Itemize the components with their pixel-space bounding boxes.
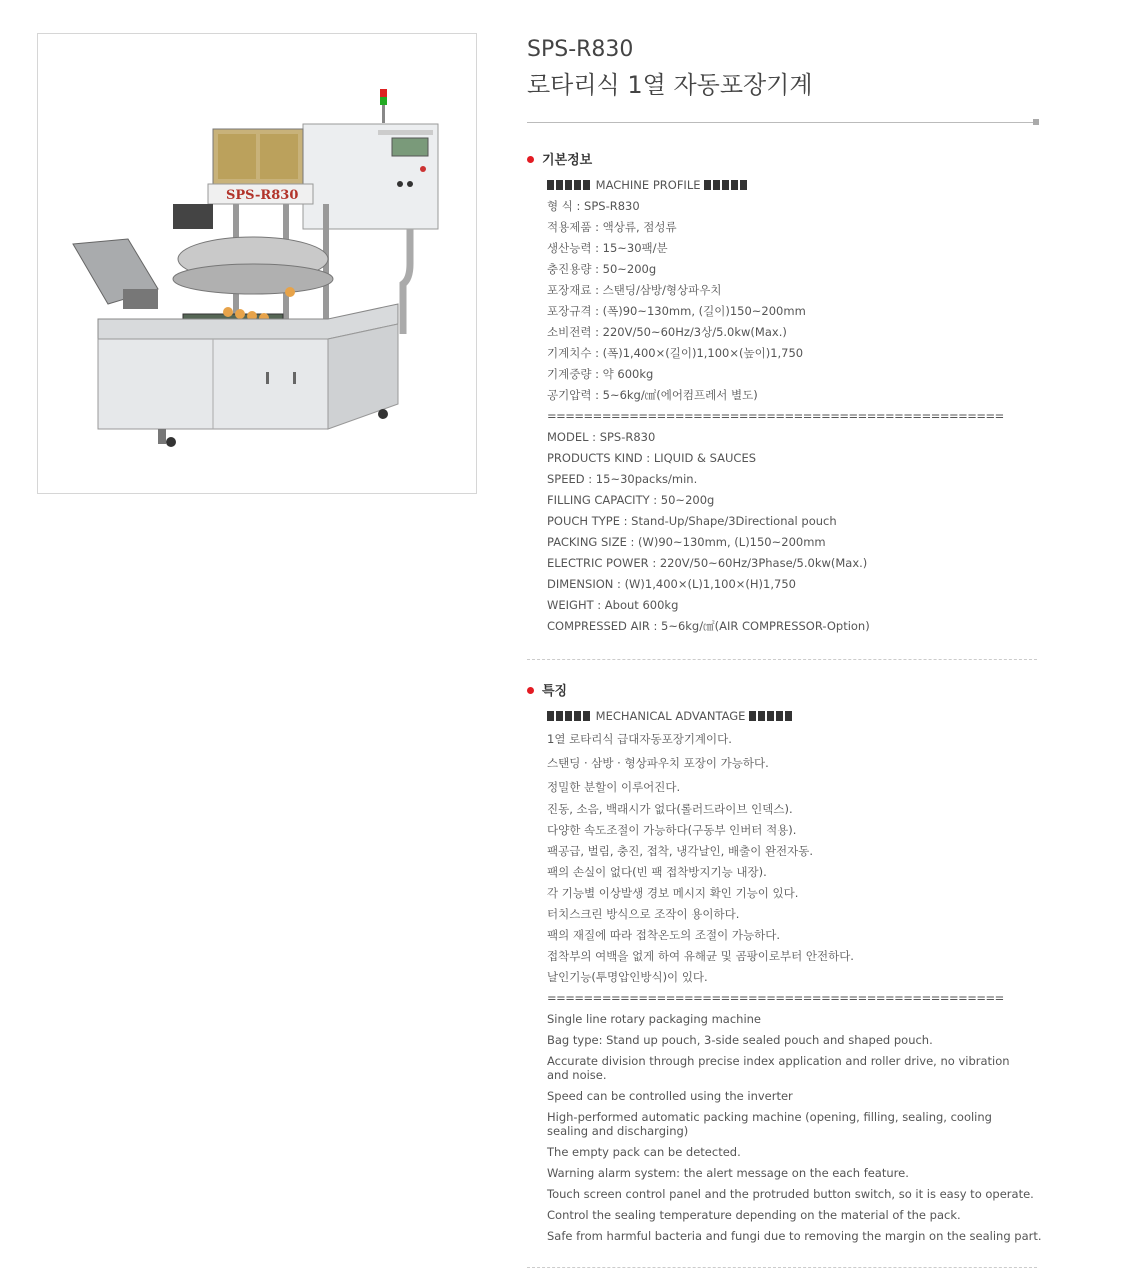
features-section — [527, 684, 1042, 1268]
spec-line-en: WEIGHT : About 600kg — [547, 598, 679, 612]
product-detail — [527, 36, 1042, 1268]
divider-end-square — [1033, 119, 1039, 125]
spec-line-en: MODEL : SPS-R830 — [547, 430, 656, 444]
red-bullet-icon — [527, 156, 534, 163]
spec-line-ko: 포장규격 : (폭)90~130mm, (길이)150~200mm — [547, 304, 806, 318]
spec-line-ko: 생산능력 : 15~30팩/분 — [547, 241, 668, 255]
feature-line-en: High-performed automatic packing machine (opening, filling, sealing, cooling sealing and discharging) — [547, 1110, 992, 1138]
section-divider — [527, 1267, 1037, 1268]
feature-line-ko: 1열 로타리식 급대자동포장기계이다. — [547, 732, 732, 746]
feature-line-en: The empty pack can be detected. — [547, 1145, 741, 1159]
feature-line-ko: 팩의 재질에 따라 접착온도의 조절이 가능하다. — [547, 928, 781, 942]
title-divider — [527, 122, 1033, 123]
feature-line-ko: 진동, 소음, 백래시가 없다(롤러드라이브 인덱스). — [547, 802, 793, 816]
product-image — [37, 33, 477, 494]
spec-line-en: FILLING CAPACITY : 50~200g — [547, 493, 715, 507]
spec-line-ko: 공기압력 : 5~6kg/㎠(에어컴프레서 별도) — [547, 388, 758, 402]
spec-line-ko: 적용제품 : 액상류, 점성류 — [547, 220, 677, 234]
product-title: 로타리식 1열 자동포장기계 — [527, 71, 813, 99]
feature-line-ko: 접착부의 여백을 없게 하여 유해균 및 곰팡이로부터 안전하다. — [547, 949, 854, 963]
section-divider — [527, 659, 1037, 660]
feature-line-ko: 각 기능별 이상발생 경보 메시지 확인 기능이 있다. — [547, 886, 799, 900]
separator-line: ================================================== — [547, 991, 1004, 1005]
features-heading-text: 특징 — [542, 684, 568, 699]
spec-line-ko: 소비전력 : 220V/50~60Hz/3상/5.0kw(Max.) — [547, 325, 787, 339]
spec-line-ko: 포장재료 : 스탠딩/삼방/형상파우치 — [547, 283, 722, 297]
feature-line-ko: 날인기능(투명압인방식)이 있다. — [547, 970, 708, 984]
spec-line-en: PRODUCTS KIND : LIQUID & SAUCES — [547, 451, 757, 465]
mechanical-advantage-label: MECHANICAL ADVANTAGE — [547, 706, 1037, 727]
feature-line-ko: 터치스크린 방식으로 조작이 용이하다. — [547, 907, 740, 921]
feature-line-en: Safe from harmful bacteria and fungi due to removing the margin on the sealing part. — [547, 1229, 1042, 1243]
spec-line-en: PACKING SIZE : (W)90~130mm, (L)150~200mm — [547, 535, 826, 549]
feature-line-en: Control the sealing temperature depending on the material of the pack. — [547, 1208, 961, 1222]
feature-line-ko: 팩공급, 벌림, 충진, 접착, 냉각날인, 배출이 완전자동. — [547, 844, 814, 858]
machine-profile-label: MACHINE PROFILE — [547, 175, 1037, 196]
feature-line-en: Warning alarm system: the alert message on the each feature. — [547, 1166, 909, 1180]
spec-line-en: ELECTRIC POWER : 220V/50~60Hz/3Phase/5.0kw(Max.) — [547, 556, 868, 570]
spec-line-ko: 기계치수 : (폭)1,400×(길이)1,100×(높이)1,750 — [547, 346, 804, 360]
spec-line-en: SPEED : 15~30packs/min. — [547, 472, 698, 486]
feature-line-ko: 스탠딩 · 삼방 · 형상파우치 포장이 가능하다. — [547, 756, 769, 770]
basic-info-list — [547, 175, 1037, 637]
spec-line-ko: 충진용량 : 50~200g — [547, 262, 657, 276]
spec-line-en: COMPRESSED AIR : 5~6kg/㎠(AIR COMPRESSOR-Option) — [547, 619, 870, 633]
product-model: SPS-R830 — [527, 37, 634, 62]
features-heading — [527, 684, 1037, 700]
machine-illustration — [38, 34, 476, 493]
feature-line-en: Single line rotary packaging machine — [547, 1012, 762, 1026]
separator-line: ================================================== — [547, 409, 1004, 423]
basic-info-heading — [527, 153, 1037, 169]
spec-line-en: DIMENSION : (W)1,400×(L)1,100×(H)1,750 — [547, 577, 796, 591]
machine-brand-text: SPS-R830 — [226, 188, 299, 203]
features-list — [547, 706, 1042, 1247]
basic-info-heading-text: 기본정보 — [542, 153, 593, 168]
feature-line-en: Speed can be controlled using the inverter — [547, 1089, 793, 1103]
feature-line-en: Bag type: Stand up pouch, 3-side sealed pouch and shaped pouch. — [547, 1033, 933, 1047]
feature-line-en: Accurate division through precise index application and roller drive, no vibration and noise. — [547, 1054, 1010, 1082]
red-bullet-icon — [527, 687, 534, 694]
spec-line-en: POUCH TYPE : Stand-Up/Shape/3Directional pouch — [547, 514, 837, 528]
basic-info-section — [527, 153, 1037, 660]
feature-line-ko: 팩의 손실이 없다(빈 팩 접착방지기능 내장). — [547, 865, 767, 879]
feature-line-ko: 다양한 속도조절이 가능하다(구동부 인버터 적용). — [547, 823, 797, 837]
feature-line-ko: 정밀한 분할이 이루어진다. — [547, 780, 681, 794]
spec-line-ko: 기계중량 : 약 600kg — [547, 367, 654, 381]
feature-line-en: Touch screen control panel and the protruded button switch, so it is easy to operate. — [547, 1187, 1034, 1201]
spec-line-ko: 형 식 : SPS-R830 — [547, 199, 640, 213]
